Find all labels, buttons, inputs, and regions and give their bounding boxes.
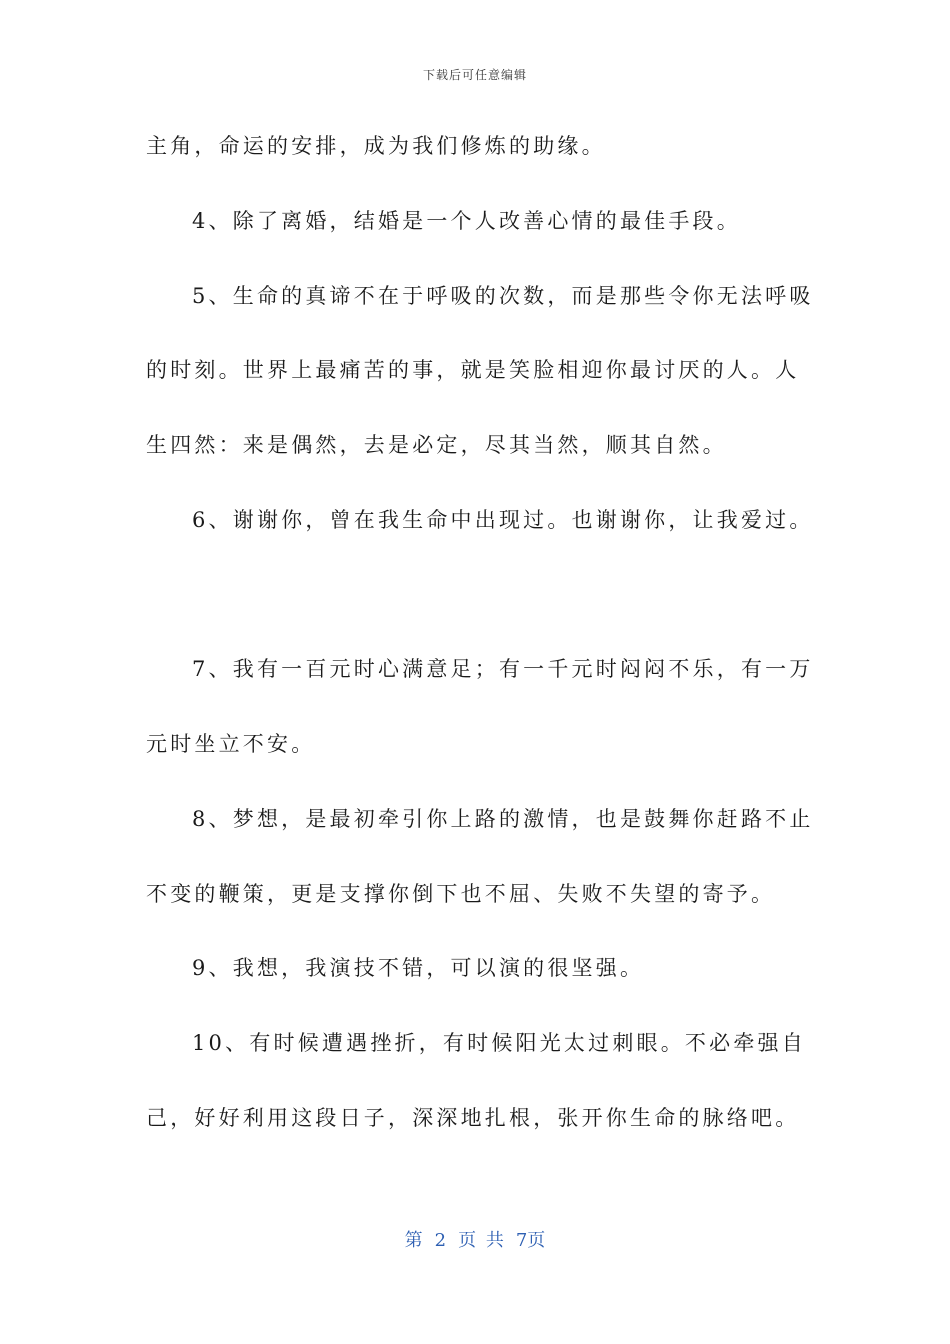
- text-line: 生四然：来是偶然，去是必定，尽其当然，顺其自然。: [146, 433, 727, 457]
- text-line: 5、生命的真谛不在于呼吸的次数，而是那些令你无法呼吸: [192, 284, 814, 308]
- text-line: 不变的鞭策，更是支撑你倒下也不屈、失败不失望的寄予。: [146, 882, 776, 906]
- page-header: 下载后可任意编辑: [422, 68, 527, 82]
- page-number-total: 7页: [515, 1230, 546, 1251]
- page-footer-prefix: 第: [404, 1230, 423, 1251]
- page-footer-mid: 页 共: [458, 1230, 504, 1251]
- text-line: 的时刻。世界上最痛苦的事，就是笑脸相迎你最讨厌的人。人: [146, 358, 800, 382]
- text-line: 10、有时候遭遇挫折，有时候阳光太过刺眼。不必牵强自: [192, 1031, 806, 1055]
- text-line: 9、我想，我演技不错，可以演的很坚强。: [192, 956, 645, 980]
- page-footer: [0, 1226, 950, 1252]
- text-line: 4、除了离婚，结婚是一个人改善心情的最佳手段。: [192, 209, 741, 233]
- page-number-current: 2: [434, 1230, 447, 1251]
- text-line: 主角，命运的安排，成为我们修炼的助缘。: [146, 134, 606, 158]
- text-line: 己，好好利用这段日子，深深地扎根，张开你生命的脉络吧。: [146, 1106, 800, 1130]
- text-line: 6、谢谢你，曾在我生命中出现过。也谢谢你，让我爱过。: [192, 508, 814, 532]
- text-line: 元时坐立不安。: [146, 732, 316, 756]
- text-line: 7、我有一百元时心满意足；有一千元时闷闷不乐，有一万: [192, 657, 814, 681]
- text-line: 8、梦想，是最初牵引你上路的激情，也是鼓舞你赶路不止: [192, 807, 814, 831]
